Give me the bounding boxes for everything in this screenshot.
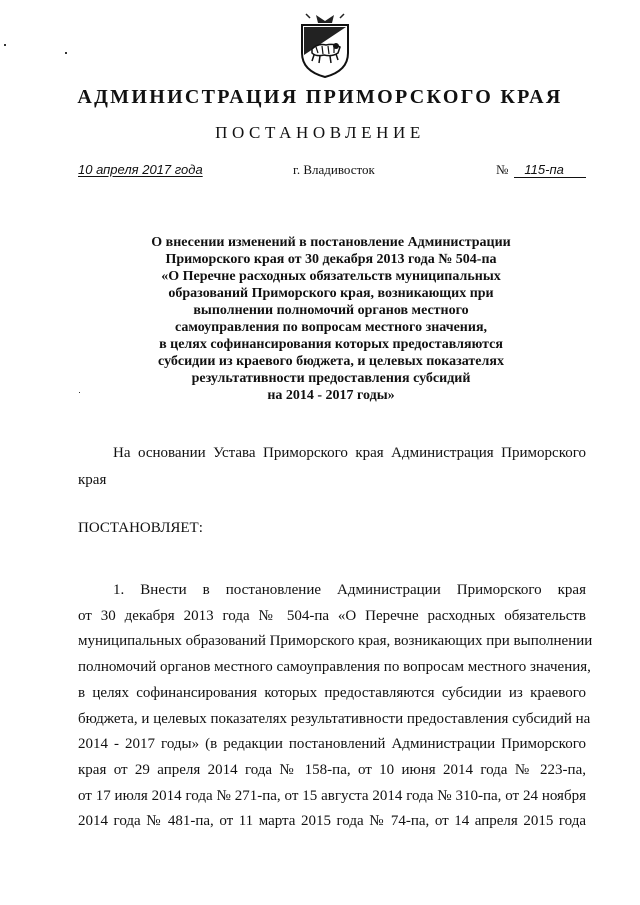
number-prefix: № bbox=[496, 162, 509, 177]
title-line: выполнении полномочий органов местного bbox=[193, 303, 469, 318]
basis-line: На основании Устава Приморского края Администрация Приморского bbox=[113, 445, 586, 461]
resolution-paragraph bbox=[78, 578, 593, 835]
body-line: бюджета, и целевых показателях результативности предоставления субсидий на bbox=[78, 710, 591, 727]
resolves-heading: ПОСТАНОВЛЯЕТ: bbox=[78, 520, 203, 536]
body-line: муниципальных образований Приморского края, возникающих при выполнении bbox=[78, 633, 593, 650]
primorsky-krai-coat-of-arms-icon bbox=[296, 13, 354, 79]
title-line: субсидии из краевого бюджета, и целевых показателях bbox=[158, 354, 504, 369]
scan-speck bbox=[4, 44, 6, 46]
document-type: ПОСТАНОВЛЕНИЕ bbox=[215, 123, 425, 142]
body-line: в целях софинансирования которых предоставляются субсидии из краевого bbox=[78, 684, 586, 701]
title-line: Приморского края от 30 декабря 2013 года № 504-па bbox=[165, 252, 497, 267]
body-line: от 17 июля 2014 года № 271-па, от 15 августа 2014 года № 310-па, от 24 ноября bbox=[78, 787, 586, 804]
scan-speck bbox=[65, 52, 67, 54]
document-number bbox=[496, 162, 586, 178]
body-line: полномочий органов местного самоуправления по вопросам местного значения, bbox=[78, 659, 591, 676]
body-line: 2014 - 2017 годы» (в редакции постановлений Администрации Приморского bbox=[78, 736, 586, 753]
body-line: 1. Внести в постановление Администрации Приморского края bbox=[113, 582, 586, 598]
document-title bbox=[96, 234, 566, 404]
title-line: «О Перечне расходных обязательств муниципальных bbox=[161, 269, 501, 284]
title-line: в целях софинансирования которых предоставляются bbox=[159, 337, 503, 352]
title-line: образований Приморского края, возникающих при bbox=[168, 286, 494, 301]
organization-name: АДМИНИСТРАЦИЯ ПРИМОРСКОГО КРАЯ bbox=[77, 86, 563, 108]
document-city: г. Владивосток bbox=[293, 162, 375, 177]
body-line: края от 29 апреля 2014 года № 158-па, от 10 июня 2014 года № 223-па, bbox=[78, 761, 586, 778]
title-line: на 2014 - 2017 годы» bbox=[267, 388, 395, 403]
body-line: от 30 декабря 2013 года № 504-па «О Перечне расходных обязательств bbox=[78, 607, 586, 624]
body-line: 2014 года № 481-па, от 11 марта 2015 года № 74-па, от 14 апреля 2015 года bbox=[78, 813, 586, 830]
legal-basis-paragraph bbox=[78, 440, 586, 494]
basis-line: края bbox=[78, 472, 107, 488]
title-line: О внесении изменений в постановление Администрации bbox=[151, 235, 511, 250]
title-line: самоуправления по вопросам местного значения, bbox=[174, 320, 488, 335]
title-line: результативности предоставления субсидий bbox=[191, 371, 471, 386]
document-date: 10 апреля 2017 года bbox=[78, 162, 203, 177]
scan-speck bbox=[79, 392, 80, 393]
number-value: 115-па bbox=[514, 162, 586, 178]
